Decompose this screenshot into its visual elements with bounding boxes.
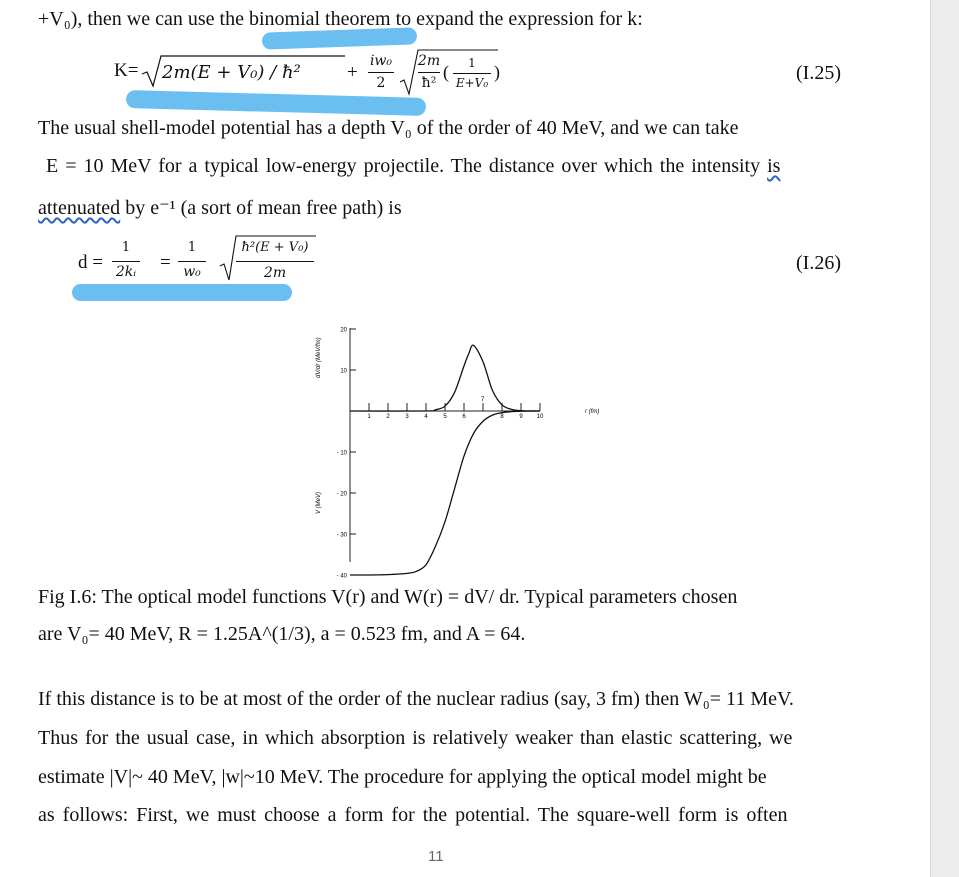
x-tick-label: 6: [462, 414, 466, 420]
text-line-para1-2: [46, 155, 780, 178]
eq125-iw-bar: [368, 72, 394, 73]
text-span: E = 10 MeV for a typical low-energy projectile. The distance over which the intensity: [46, 155, 768, 177]
eq125-2m-denominator: ħ²: [421, 75, 437, 91]
eq125-plus: +: [347, 62, 358, 83]
text-span: by e⁻¹ (a sort of mean free path) is: [120, 197, 402, 219]
eq126-f2-bar: [178, 261, 206, 262]
eq126-f1-bar: [112, 261, 140, 262]
eq125-inner-numerator: 1: [468, 56, 476, 70]
y-ticks: [337, 328, 356, 580]
eq126-f2-numerator: 1: [187, 240, 197, 255]
y-axis-label-lower: V (MeV): [316, 491, 322, 514]
figure-caption-line-2: are V₀= 40 MeV, R = 1.25A^(1/3), a = 0.523 fm, and A = 64.: [38, 623, 526, 645]
eq126-sqrt-denominator: 2m: [263, 265, 287, 281]
eq126-sqrt-bar: [236, 261, 314, 262]
eq126-f1-numerator: 1: [121, 240, 131, 255]
x-tick-label: 1: [367, 414, 371, 420]
y-tick-label: 10: [340, 368, 347, 375]
figure-caption-line-1: Fig I.6: The optical model functions V(r) and W(r) = dV/ dr. Typical parameters chosen: [38, 586, 738, 608]
x-tick-label: 4: [424, 414, 428, 420]
highlight-mark-3: [72, 284, 292, 301]
eq126-sqrt-numerator: ħ²(E + V₀): [241, 240, 309, 255]
flagged-word-attenuated: attenuated: [38, 197, 121, 219]
x-tick-label: 2: [386, 414, 390, 420]
x-axis-label: r (fm): [585, 409, 600, 415]
eq125-iw-numerator: iw₀: [369, 53, 393, 69]
eq126-f1-denominator: 2kᵢ: [115, 264, 137, 280]
x-tick-label: 3: [405, 414, 409, 420]
text-line-para2-4: as follows: First, we must choose a form for the potential. The square-well form is often: [38, 804, 788, 826]
eq126-equals: =: [160, 252, 171, 273]
y-tick-label: 20: [340, 327, 347, 334]
eq125-radical-2: [398, 46, 502, 98]
y-tick-label: - 30: [336, 532, 347, 539]
flagged-word-is: is: [767, 155, 781, 177]
text-line-para1-1: The usual shell-model potential has a depth V₀ of the order of 40 MeV, and we can take: [38, 117, 739, 139]
x-tick-label: 8: [500, 414, 504, 420]
y-tick-label: - 40: [336, 573, 347, 580]
x-tick-label: 10: [536, 414, 544, 420]
eq125-sqrt-body: 2m(E + V₀) / ħ²: [162, 62, 301, 83]
y-axis-label-upper: dV/dr (MeV/fm): [316, 337, 322, 378]
y-tick-label: - 10: [336, 450, 347, 457]
eq125-inner-denominator: E+V₀: [455, 76, 489, 90]
eq125-paren-open: (: [443, 62, 449, 82]
eq126-number: (I.26): [796, 252, 841, 274]
highlight-mark-2: [126, 90, 426, 116]
annotation-7: 7: [481, 397, 485, 403]
y-tick-label: - 20: [336, 491, 347, 498]
text-line-para1-3: [38, 195, 402, 220]
optical-model-figure: [300, 318, 620, 580]
x-tick-label: 5: [443, 414, 447, 420]
page-number: 11: [428, 848, 444, 865]
eq125-2m-numerator: 2m: [417, 53, 441, 69]
text-line-para2-1: If this distance is to be at most of the order of the nuclear radius (say, 3 fm) then W₀= 11 MeV.: [38, 688, 794, 710]
eq125-2m-bar: [418, 72, 440, 73]
window-scroll-gutter[interactable]: [930, 0, 959, 877]
x-tick-label: 9: [519, 414, 523, 420]
text-line-intro: +V₀), then we can use the binomial theorem to expand the expression for k:: [38, 8, 643, 30]
eq126-f2-denominator: w₀: [183, 264, 201, 280]
eq125-paren-close: ): [494, 62, 500, 82]
eq125-lhs: K=: [114, 60, 139, 81]
text-line-para2-3: estimate |V|~ 40 MeV, |w|~10 MeV. The procedure for applying the optical model might be: [38, 766, 767, 788]
eq125-inner-bar: [453, 73, 491, 74]
text-line-para2-2: Thus for the usual case, in which absorption is relatively weaker than elastic scattering, we: [38, 727, 793, 749]
series-v-line: [350, 411, 540, 575]
eq126-lhs: d =: [78, 252, 103, 273]
eq125-iw-denominator: 2: [376, 75, 386, 91]
series-dvdr-line: [350, 345, 540, 411]
eq125-number: (I.25): [796, 62, 841, 84]
